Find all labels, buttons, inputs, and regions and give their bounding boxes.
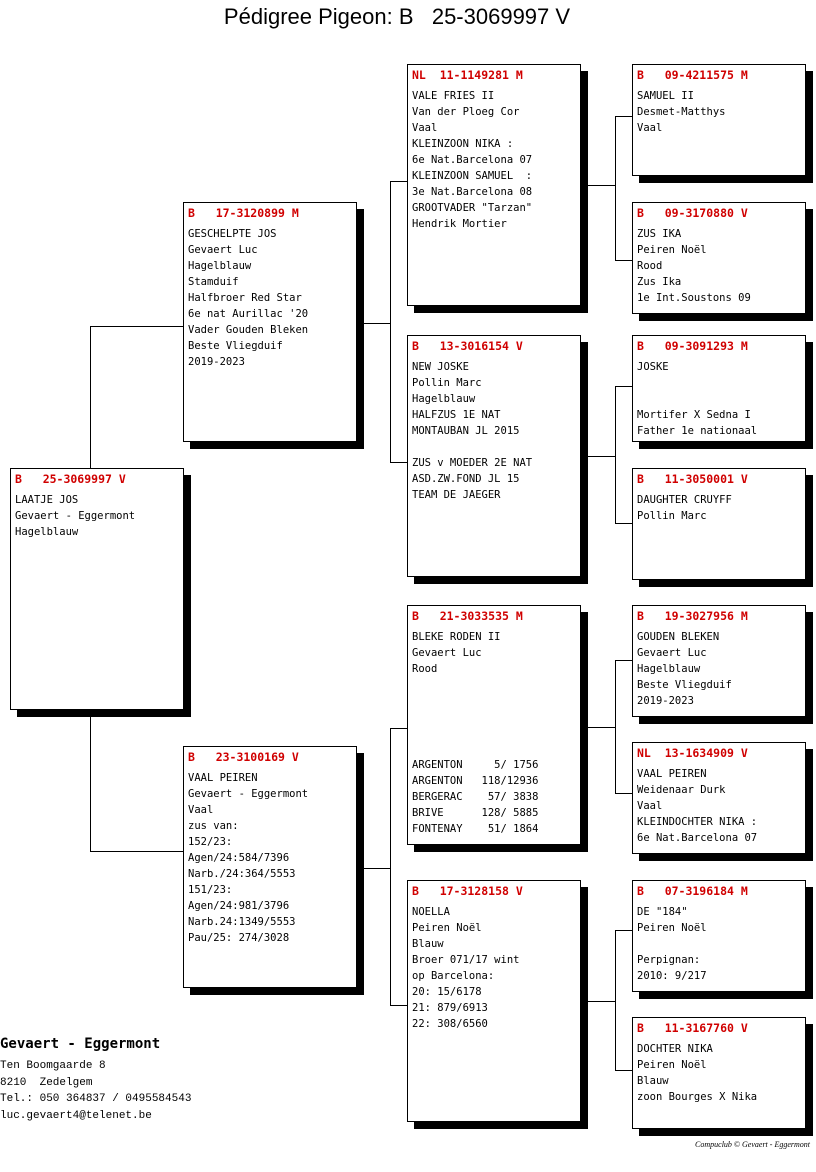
sire-card [183,202,357,442]
connector-line [390,181,391,463]
connector-line [364,323,390,324]
pigeon-details: VAAL PEIREN Gevaert - Eggermont Vaal zus van: 152/23: Agen/24:584/7396 Narb./24:364/5553 151/23: Agen/24:981/3796 Narb.24:1349/5553 Pau/25: 274/3028 [188,772,309,944]
sss-card [632,64,806,176]
pigeon-details: BLEKE RODEN II Gevaert Luc Rood ARGENTON 5/ 1756 ARGENTON 118/12936 BERGERAC 57/ 3838 BRIVE 128/ 5885 FONTENAY 51/ 1864 [412,631,539,835]
ring-number: B 07-3196184 M [637,884,748,898]
connector-line [364,868,390,869]
ring-number: NL 13-1634909 V [637,746,748,760]
connector-line [615,523,632,524]
connector-line [390,728,391,1006]
connector-line [615,793,632,794]
ring-number: B 09-4211575 M [637,68,748,82]
connector-line [615,930,616,1071]
pigeon-details: LAATJE JOS Gevaert - Eggermont Hagelblauw [15,494,136,538]
connector-line [588,727,615,728]
pigeon-details: GOUDEN BLEKEN Gevaert Luc Hagelblauw Beste Vliegduif 2019-2023 [637,631,732,707]
connector-line [588,456,615,457]
pigeon-details: DOCHTER NIKA Peiren Noël Blauw zoon Bourges X Nika [637,1043,758,1103]
ddd-card [632,1017,806,1129]
dss-card [632,605,806,717]
ring-number: NL 11-1149281 M [412,68,523,82]
pigeon-details: ZUS IKA Peiren Noël Rood Zus Ika 1e Int.Soustons 09 [637,228,751,304]
pigeon-details: GESCHELPTE JOS Gevaert Luc Hagelblauw Stamduif Halfbroer Red Star 6e nat Aurillac '20 Vader Gouden Bleken Beste Vliegduif 2019-2023 [188,228,309,368]
pigeon-details: VAAL PEIREN Weidenaar Durk Vaal KLEINDOCHTER NIKA : 6e Nat.Barcelona 07 [637,768,758,844]
footer-credit: Compuclub © Gevaert - Eggermont [695,1140,810,1149]
pigeon-details: NOELLA Peiren Noël Blauw Broer 071/17 wint op Barcelona: 20: 15/6178 21: 879/6913 22: 308/6560 [412,906,520,1030]
dam-card [183,746,357,988]
pigeon-details: DE "184" Peiren Noël Perpignan: 2010: 9/217 [637,906,707,982]
pigeon-details: JOSKE Mortifer X Sedna I Father 1e nationaal [637,361,758,437]
ring-number: B 19-3027956 M [637,609,748,623]
connector-line [615,660,616,794]
ring-number: B 13-3016154 V [412,339,523,353]
connector-line [615,1070,632,1071]
ring-number: B 17-3128158 V [412,884,523,898]
ring-number: B 21-3033535 M [412,609,523,623]
connector-line [588,1001,615,1002]
connector-line [90,326,91,468]
ring-number: B 23-3100169 V [188,750,299,764]
subject-card [10,468,184,710]
connector-line [615,116,616,261]
ring-number: B 17-3120899 M [188,206,299,220]
owner-email: luc.gevaert4@telenet.be [0,1109,152,1122]
owner-city: 8210 Zedelgem [0,1076,93,1089]
connector-line [90,326,183,327]
dam-dam-card [407,880,581,1122]
connector-line [588,185,615,186]
pigeon-details: VALE FRIES II Van der Ploeg Cor Vaal KLEINZOON NIKA : 6e Nat.Barcelona 07 KLEINZOON SAMUEL : 3e Nat.Barcelona 08 GROOTVADER "Tarzan" Hendrik Mortier [412,90,533,230]
connector-line [390,1005,407,1006]
sire-sire-card [407,64,581,306]
connector-line [615,260,632,261]
ring-number: B 09-3170880 V [637,206,748,220]
ring-number: B 11-3050001 V [637,472,748,486]
owner-phone: Tel.: 050 364837 / 0495584543 [0,1093,192,1105]
connector-line [615,386,616,524]
sdd-card [632,468,806,580]
owner-name: Gevaert - Eggermont [0,1036,161,1052]
ring-number: B 25-3069997 V [15,472,126,486]
ring-number: B 09-3091293 M [637,339,748,353]
owner-info [0,1034,191,1124]
ssd-card [632,202,806,314]
page-title: Pédigree Pigeon: B 25-3069997 V [223,4,571,29]
dsd-card [632,742,806,854]
connector-line [615,930,632,931]
dds-card [632,880,806,992]
connector-line [90,851,183,852]
pigeon-details: DAUGHTER CRUYFF Pollin Marc [637,494,732,522]
connector-line [390,728,407,729]
pigeon-details: NEW JOSKE Pollin Marc Hagelblauw HALFZUS 1E NAT MONTAUBAN JL 2015 ZUS v MOEDER 2E NAT ASD.ZW.FOND JL 15 TEAM DE JAEGER [412,361,533,501]
connector-line [90,710,91,852]
connector-line [615,660,632,661]
dam-sire-card [407,605,581,845]
connector-line [615,116,632,117]
sire-dam-card [407,335,581,577]
ring-number: B 11-3167760 V [637,1021,748,1035]
connector-line [390,462,407,463]
connector-line [390,181,407,182]
owner-street: Ten Boomgaarde 8 [0,1060,106,1072]
pigeon-details: SAMUEL II Desmet-Matthys Vaal [637,90,726,134]
connector-line [615,386,632,387]
sds-card [632,335,806,442]
